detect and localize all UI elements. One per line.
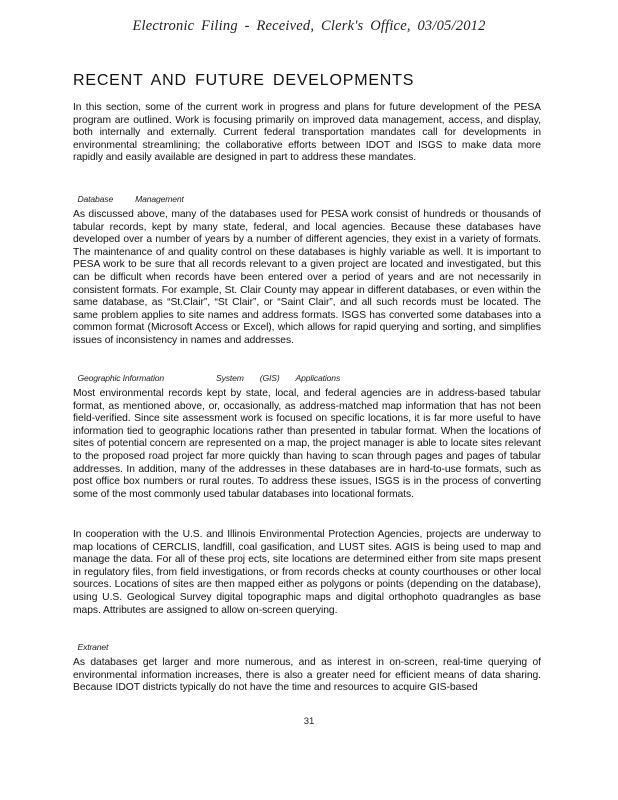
section-title: RECENT AND FUTURE DEVELOPMENTS bbox=[73, 72, 415, 89]
paragraph-extranet: As databases get larger and more numerous, and as interest in on-screen, real-time querying of environmental information increases, there is also a greater need for efficient means of data sharing. Because IDOT districts typically do not have the time and resources to acquire GIS-based bbox=[73, 657, 541, 694]
subheading-database-management bbox=[73, 184, 206, 204]
page-number: 31 bbox=[303, 716, 315, 727]
subheading-word: System bbox=[216, 373, 244, 383]
paragraph-database: As discussed above, many of the databases used for PESA work consist of hundreds or thousands of tabular records, kept by many state, federal, and local agencies. Because these databases have developed over a number of years by a number of different agencies, they exist in a variety of formats. The maintenance of and quality control on these databases is highly variable as well. It is important to PESA work to be sure that all records relevant to a given project are located and investigated, but this can be difficult when records have been entered over a period of years and are not necessarily in consistent formats. For example, St. Clair County may appear in different databases, or even within the same database, as “St.Clair”, “St Clair”, or “Saint Clair”, and all such records must be located. The same problem applies to site names and address formats. ISGS has converted some databases into a common format (Microsoft Access or Excel), which allows for rapid querying and sorting, and simplifies issues of inconsistency in names and addresses. bbox=[73, 209, 541, 346]
subheading-word: (GIS) bbox=[259, 373, 280, 383]
subheading-gis-applications bbox=[73, 363, 362, 383]
subheading-word: Extranet bbox=[77, 642, 109, 652]
paragraph-intro: In this section, some of the current work in progress and plans for future development of the PESA program are outlined. Work is focusing primarily on improved data management, access, and display, both internally and externally. Current federal transportation mandates call for developments in environmental streamlining; the collaborative efforts between IDOT and ISGS to make data more rapidly and easily available are designed in part to address these mandates. bbox=[73, 102, 541, 164]
subheading-extranet bbox=[73, 632, 130, 652]
subheading-word: Geographic Information bbox=[77, 373, 164, 383]
paragraph-gis-2: In cooperation with the U.S. and Illinois Environmental Protection Agencies, projects are underway to map locations of CERCLIS, landfill, coal gasification, and LUST sites. AGIS is being used to map and manage the data. For all of these proj ects, site locations are determined either from site maps present in regulatory files, from field investigations, or from records checks at county courthouses or other local sources. Locations of sites are then mapped either as polygons or points (depending on the database), using U.S. Geological Survey digital topographic maps and digital orthophoto quadrangles as base maps. Attributes are assigned to allow on-screen querying. bbox=[73, 529, 541, 616]
subheading-word: Management bbox=[135, 194, 184, 204]
subheading-word: Applications bbox=[295, 373, 341, 383]
filing-stamp: Electronic Filing - Received, Clerk's Office, 03/05/2012 bbox=[132, 18, 486, 34]
paragraph-gis-1: Most environmental records kept by state, local, and federal agencies are in address-based tabular format, as mentioned above, or, occasionally, as address-matched map information that has not been field-verified. Since site assessment work is focused on specific locations, it is far more useful to have information tied to geographic locations rather than presented in tabular format. When the locations of sites of potential concern are represented on a map, the project manager is able to locate sites relevant to the proposed road project far more quickly than having to scan through pages and pages of tabular addresses. In addition, many of the addresses in these databases are in hard-to-use formats, such as post office box numbers or rural routes. To address these issues, ISGS is in the process of converting some of the most commonly used tabular databases into locational formats. bbox=[73, 388, 541, 500]
subheading-word: Database bbox=[77, 194, 114, 204]
